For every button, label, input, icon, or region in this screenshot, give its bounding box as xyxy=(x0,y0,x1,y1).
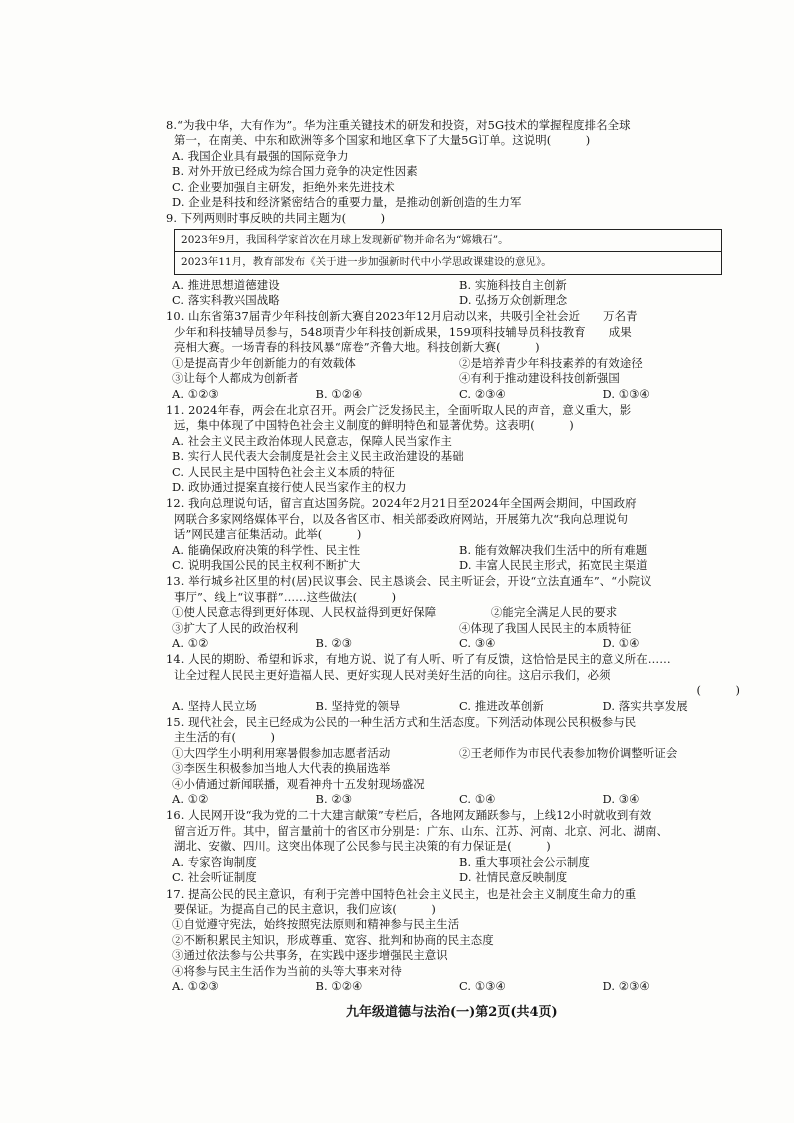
question-10-stem-line-1: 10. 山东省第37届青少年科技创新大赛自2023年12月启动以来，共吸引全社会近 万名青 xyxy=(166,309,638,324)
question-15-item-3: ③李医生积极参加当地人大代表的换届选举 xyxy=(172,761,391,776)
question-15 xyxy=(166,715,746,807)
question-16-stem-line-2: 留言近万件。其中，留言量前十的省区市分别是：广东、山东、江苏、河南、北京、河北、湖南、 xyxy=(174,823,669,838)
question-9-option-d[interactable]: D. 弘扬万众创新理念 xyxy=(459,293,568,308)
question-10 xyxy=(166,309,746,401)
question-13-item-3: ③扩大了人民的政治权利 xyxy=(172,620,299,635)
question-13-stem-line-2: 事厅”、线上“议事群”……这些做法( ) xyxy=(174,589,397,604)
question-13-option-b[interactable]: B. ②③ xyxy=(315,636,353,650)
question-17-item-4: ④将参与民主生活作为当前的头等大事来对待 xyxy=(172,963,402,978)
question-14-stem-line-2: 让全过程人民民主更好造福人民、更好实现人民对美好生活的向往。这启示我们，必须 xyxy=(174,667,611,682)
question-10-option-a[interactable]: A. ①②③ xyxy=(172,386,219,401)
question-9-stem: 9. 下列两则时事反映的共同主题为( ) xyxy=(166,211,386,226)
question-12-option-c[interactable]: C. 说明我国公民的民主权利不断扩大 xyxy=(172,557,361,572)
question-17-item-2: ②不断积累民主知识，形成尊重、宽容、批判和协商的民主态度 xyxy=(172,932,494,947)
question-11-option-a[interactable]: A. 社会主义民主政治体现人民意志，保障人民当家作主 xyxy=(172,433,453,448)
question-8-option-b[interactable]: B. 对外开放已经成为综合国力竞争的决定性因素 xyxy=(172,164,418,179)
question-15-option-c[interactable]: C. ①④ xyxy=(459,792,496,807)
question-13 xyxy=(166,574,746,651)
question-9 xyxy=(166,211,746,308)
question-17-option-d[interactable]: D. ②③④ xyxy=(602,978,650,993)
question-11-option-c[interactable]: C. 人民民主是中国特色社会主义本质的特征 xyxy=(172,464,395,479)
question-12 xyxy=(166,496,746,573)
question-12-stem-line-3: 话”网民建言征集活动。此举( ) xyxy=(174,527,362,542)
question-17-option-c[interactable]: C. ①③④ xyxy=(459,978,506,993)
question-15-stem-line-1: 15. 现代社会，民主已经成为公民的一种生活方式和生活态度。下列活动体现公民积极参与民 xyxy=(166,715,637,730)
question-8-option-c[interactable]: C. 企业要加强自主研发，拒绝外来先进技术 xyxy=(172,179,395,194)
page-footer: 九年级道德与法治(一)第2页(共4页) xyxy=(346,1005,558,1020)
question-11 xyxy=(166,403,746,495)
question-11-option-b[interactable]: B. 实行人民代表大会制度是社会主义民主政治建设的基础 xyxy=(172,449,464,464)
question-14 xyxy=(166,652,746,714)
question-8-stem-line-1: 8.“为我中华，大有作为”。华为注重关键技术的研发和投资，对5G技术的掌握程度排名全球 xyxy=(166,118,631,132)
question-12-option-a[interactable]: A. 能确保政府决策的科学性、民主性 xyxy=(172,542,361,557)
question-14-option-c[interactable]: C. 推进改革创新 xyxy=(459,698,544,713)
question-13-item-4: ④体现了我国人民民主的本质特征 xyxy=(459,620,632,635)
question-9-option-b[interactable]: B. 实施科技自主创新 xyxy=(459,277,567,292)
question-14-option-b[interactable]: B. 坚持党的领导 xyxy=(315,698,401,713)
question-13-option-c[interactable]: C. ③④ xyxy=(459,636,496,650)
question-12-stem-line-1: 12. 我向总理说句话，留言直达国务院。2024年2月21日至2024年全国两会期间，中国政府 xyxy=(166,496,637,511)
question-8-stem-line-2: 第一，在南美、中东和欧洲等多个国家和地区拿下了大量5G订单。这说明( ) xyxy=(174,133,591,148)
question-14-answer-blank: ( ) xyxy=(696,683,740,698)
question-16 xyxy=(166,808,746,885)
question-11-option-d[interactable]: D. 政协通过提案直接行使人民当家作主的权力 xyxy=(172,479,407,494)
question-16-option-a[interactable]: A. 专家咨询制度 xyxy=(172,854,257,869)
question-16-option-c[interactable]: C. 社会听证制度 xyxy=(172,870,257,885)
question-15-option-d[interactable]: D. ③④ xyxy=(602,792,640,807)
question-9-news-1: 2023年9月，我国科学家首次在月球上发现新矿物并命名为“嫦娥石”。 xyxy=(181,233,509,246)
question-17-item-1: ①自觉遵守宪法，始终按照宪法原则和精神参与民主生活 xyxy=(172,917,460,932)
question-10-item-2: ②是培养青少年科技素养的有效途径 xyxy=(459,355,643,370)
question-12-stem-line-2: 网联合多家网络媒体平台，以及各省区市、相关部委政府网站，开展第九次“我向总理说句 xyxy=(174,511,629,526)
question-17-option-b[interactable]: B. ①②④ xyxy=(315,978,363,993)
question-9-news-box xyxy=(174,229,722,275)
question-8 xyxy=(166,118,746,210)
question-15-item-2: ②王老师作为市民代表参加物价调整听证会 xyxy=(459,745,678,760)
question-15-stem-line-2: 主生活的有( ) xyxy=(174,730,276,745)
question-13-option-d[interactable]: D. ①④ xyxy=(602,636,640,650)
question-10-item-1: ①是提高青少年创新能力的有效载体 xyxy=(172,355,356,370)
question-10-option-c[interactable]: C. ②③④ xyxy=(459,386,506,401)
question-10-option-d[interactable]: D. ①③④ xyxy=(602,386,650,401)
question-9-option-c[interactable]: C. 落实科教兴国战略 xyxy=(172,293,280,308)
question-11-stem-line-1: 11. 2024年春，两会在北京召开。两会广泛发扬民主，全面听取人民的声音，意义重大，影 xyxy=(166,402,632,417)
question-10-stem-line-2: 少年和科技辅导员参与，548项青少年科技创新成果，159项科技辅导员科技教育 成果 xyxy=(174,324,632,339)
question-15-item-4: ④小倩通过新闻联播，观看神舟十五发射现场盛况 xyxy=(172,776,425,791)
question-13-item-1: ①使人民意志得到更好体现、人民权益得到更好保障 xyxy=(172,605,437,620)
question-15-option-a[interactable]: A. ①② xyxy=(172,792,209,807)
question-9-news-2: 2023年11月，教育部发布《关于进一步加强新时代中小学思政课建设的意见》。 xyxy=(175,251,721,273)
question-14-stem-line-1: 14. 人民的期盼、希望和诉求，有地方说、说了有人听、听了有反馈，这恰恰是民主的意义所在…… xyxy=(166,652,671,667)
question-8-option-a[interactable]: A. 我国企业具有最强的国际竞争力 xyxy=(172,148,349,163)
question-11-stem-line-2: 远，集中体现了中国特色社会主义制度的鲜明特色和显著优势。这表明( ) xyxy=(174,418,574,433)
question-10-item-3: ③让每个人都成为创新者 xyxy=(172,371,299,386)
question-15-option-b[interactable]: B. ②③ xyxy=(315,792,353,807)
question-8-option-d[interactable]: D. 企业是科技和经济紧密结合的重要力量，是推动创新创造的生力军 xyxy=(172,195,522,210)
questions-area xyxy=(166,118,746,995)
question-17 xyxy=(166,887,746,995)
question-17-item-3: ③通过依法参与公共事务，在实践中逐步增强民主意识 xyxy=(172,948,448,963)
question-10-item-4: ④有利于推动建设科技创新强国 xyxy=(459,371,620,386)
question-13-stem-line-1: 13. 举行城乡社区里的村(居)民议事会、民主恳谈会、民主听证会，开设“立法直通车”、“小院议 xyxy=(166,574,652,589)
question-15-item-1: ①大四学生小明利用寒暑假参加志愿者活动 xyxy=(172,745,391,760)
question-16-option-d[interactable]: D. 社情民意反映制度 xyxy=(459,870,568,885)
question-13-option-a[interactable]: A. ①② xyxy=(172,636,209,650)
question-14-option-a[interactable]: A. 坚持人民立场 xyxy=(172,698,257,713)
question-17-stem-line-2: 要保证。为提高自己的民主意识，我们应该( ) xyxy=(174,901,436,916)
question-9-option-a[interactable]: A. 推进思想道德建设 xyxy=(172,277,280,292)
question-17-stem-line-1: 17. 提高公民的民主意识，有利于完善中国特色社会主义民主，也是社会主义制度生命力的重 xyxy=(166,886,637,901)
question-17-option-a[interactable]: A. ①②③ xyxy=(172,978,219,993)
question-12-option-b[interactable]: B. 能有效解决我们生活中的所有难题 xyxy=(459,542,648,557)
question-13-item-2: ②能完全满足人民的要求 xyxy=(490,605,618,620)
question-16-stem-line-3: 湖北、安徽、四川。这突出体现了公民参与民主决策的有力保证是( ) xyxy=(174,839,551,854)
question-16-option-b[interactable]: B. 重大事项社会公示制度 xyxy=(459,854,590,869)
question-16-stem-line-1: 16. 人民网开设“我为党的二十大建言献策”专栏后，各地网友踊跃参与，上线12小时就收到有效 xyxy=(166,808,652,823)
question-10-stem-line-3: 亮相大赛。一场青春的科技风暴“席卷”齐鲁大地。科技创新大赛( ) xyxy=(174,340,540,355)
question-10-option-b[interactable]: B. ①②④ xyxy=(315,386,363,401)
question-14-option-d[interactable]: D. 落实共享发展 xyxy=(602,698,688,713)
question-12-option-d[interactable]: D. 丰富人民民主形式，拓宽民主渠道 xyxy=(459,557,648,572)
